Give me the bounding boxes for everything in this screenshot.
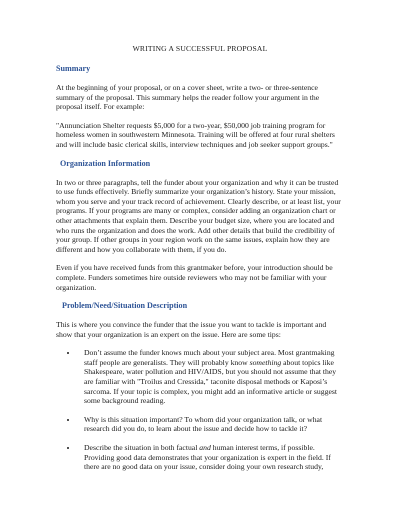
- tip-text: about topics like Shakespeare, water pollution and HIV/AIDS, but you should not assume that they are familiar with "Troilus and Cressida," taconite disposal methods or Kaposi’s sarcoma. If your topic is complex, you might add an informative article or suggest some background reading.: [84, 357, 337, 406]
- tip-item: [78, 348, 344, 406]
- organization-heading: Organization Information: [60, 158, 151, 168]
- tip-text: Why is this situation important? To whom did your organization talk, or what research did you do, to learn about the issue and decide how to tackle it?: [84, 414, 323, 434]
- emphasis-text: and: [199, 443, 211, 453]
- tips-list: [56, 348, 344, 472]
- tip-text: human interest terms, if possible. Providing good data demonstrates that your organization is expert in the field. If there are no good data on your issue, consider doing your own research study,: [84, 443, 331, 472]
- problem-intro-paragraph: This is where you convince the funder that the issue you want to tackle is important and show that your organization is an expert on the issue. Here are some tips:: [56, 320, 327, 339]
- problem-heading: Problem/Need/Situation Description: [62, 301, 188, 311]
- tip-item: [78, 443, 344, 472]
- summary-paragraph: At the beginning of your proposal, or on a cover sheet, write a two- or three-sentence summary of the proposal. This summary helps the reader follow your argument in the proposal itself. For example:: [56, 83, 320, 112]
- tip-text: Describe the situation in both factual: [84, 443, 200, 453]
- organization-paragraph: In two or three paragraphs, tell the funder about your organization and why it can be trusted to use funds effectively. Briefly summarize your organization’s history. State your mission, whom you serve and your track record of achievement. Clearly describe, or at least list, your programs. If your programs are many or complex, consider adding an organization chart or other attachments that explain them. Describe your budget size, where you are located and who runs the organization and does the work. Add other details that build the credibility of your group. If other groups in your region work on the same issues, explain how they are different and how you collaborate with them, if you do.: [56, 177, 341, 254]
- summary-example-quote: "Annunciation Shelter requests $5,000 for a two-year, $50,000 job training program for homeless women in southwestern Minnesota. Training will be offered at four rural shelters and will include basic clerical skills, interview techniques and job seeker support groups.": [56, 120, 335, 149]
- emphasis-text: something: [249, 357, 282, 367]
- tip-text: Don’t assume the funder knows much about your subject area. Most grantmaking staff people are generalists. They will probably know: [84, 348, 335, 367]
- tip-item: [78, 415, 344, 434]
- document-title: WRITING A SUCCESSFUL PROPOSAL: [132, 44, 268, 53]
- organization-paragraph-2: Even if you have received funds from this grantmaker before, your introduction should be complete. Funders sometimes hire outside reviewers who may not be familiar with your organization.: [56, 263, 333, 292]
- summary-heading: Summary: [56, 64, 91, 73]
